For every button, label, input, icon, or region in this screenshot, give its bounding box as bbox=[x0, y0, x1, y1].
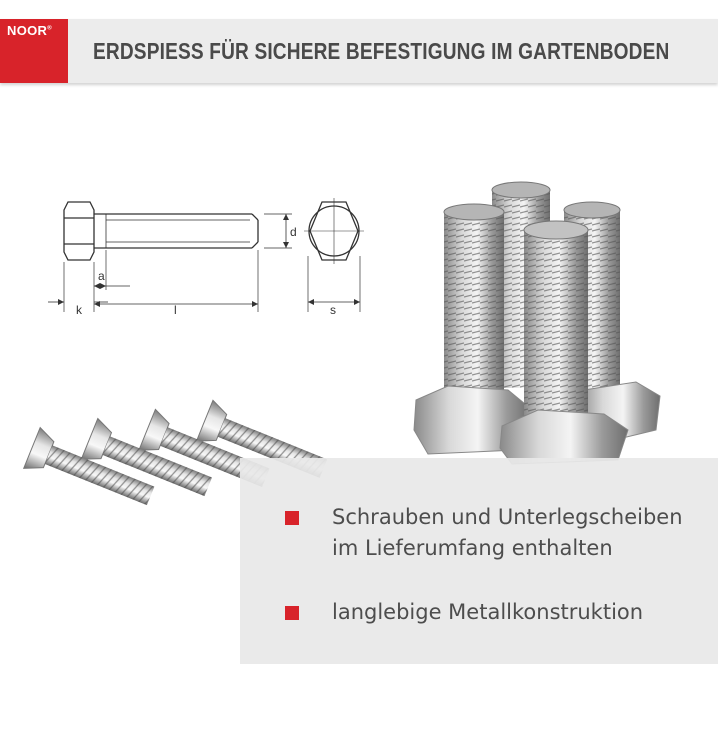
bullet-square-icon bbox=[285, 511, 299, 525]
feature-item bbox=[332, 597, 712, 628]
feature-box bbox=[240, 458, 718, 664]
bullet-square-icon bbox=[285, 606, 299, 620]
logo-text: NOOR® bbox=[7, 23, 52, 38]
dim-label-d: d bbox=[290, 225, 297, 239]
feature-text-line: langlebige Metallkonstruktion bbox=[332, 600, 644, 624]
feature-text-line: Schrauben und Unterlegscheiben bbox=[332, 505, 683, 529]
dim-label-a: a bbox=[98, 269, 105, 283]
dim-label-s: s bbox=[330, 303, 336, 317]
dim-label-l: l bbox=[174, 303, 177, 317]
dim-label-k: k bbox=[76, 303, 82, 317]
page-title: ERDSPIESS FÜR SICHERE BEFESTIGUNG IM GARTENBODEN bbox=[93, 38, 670, 64]
feature-item bbox=[332, 502, 712, 564]
feature-text-line: im Lieferumfang enthalten bbox=[332, 536, 613, 560]
header-bar bbox=[0, 19, 718, 83]
hex-bolts-image bbox=[408, 178, 668, 468]
brand-logo bbox=[0, 19, 68, 83]
bolt-technical-drawing bbox=[40, 190, 370, 320]
